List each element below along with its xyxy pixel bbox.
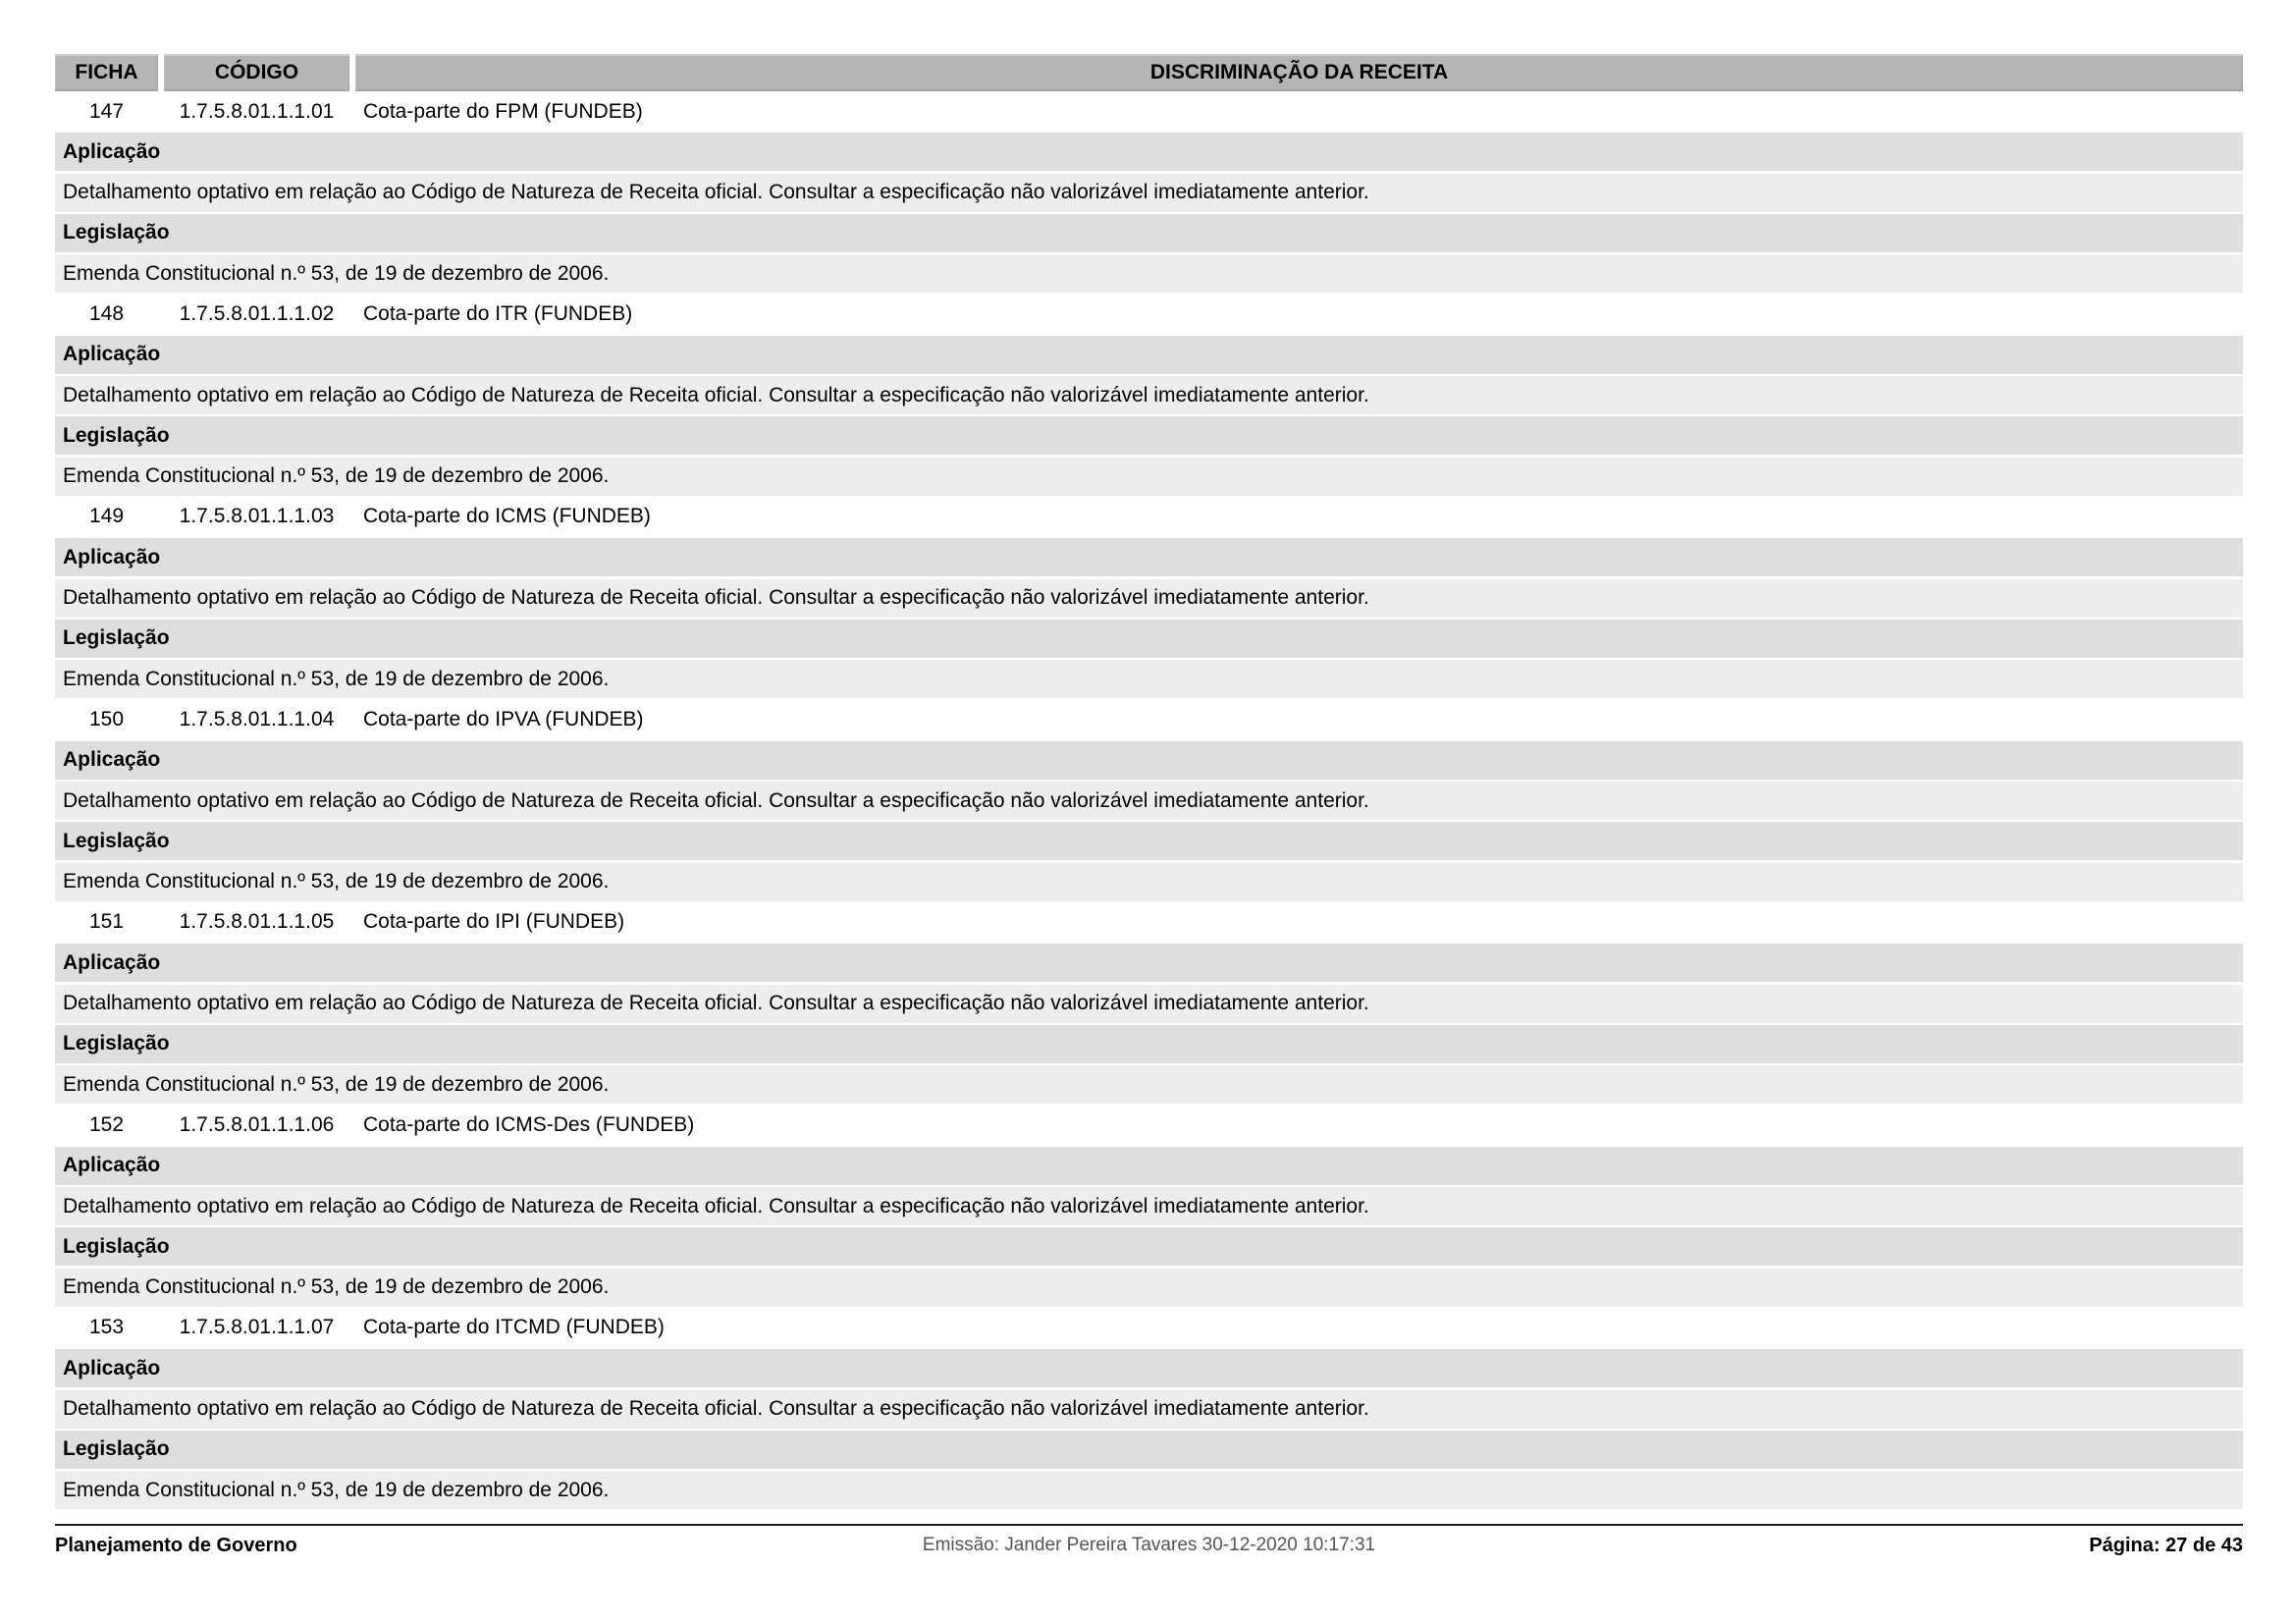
aplicacao-label: Aplicação: [55, 1147, 2243, 1185]
receitas-table: [55, 54, 2243, 1511]
ficha-value: 151: [88, 910, 125, 934]
receita-entry: [55, 903, 2243, 1104]
ficha-value: 153: [88, 1316, 125, 1339]
page-footer: [55, 1524, 2243, 1557]
legislacao-label: Legislação: [55, 1431, 2243, 1469]
legislacao-text: Emenda Constitucional n.º 53, de 19 de dezembro de 2006.: [55, 254, 2243, 293]
aplicacao-text: Detalhamento optativo em relação ao Código de Natureza de Receita oficial. Consultar a especificação não valorizável imediatamente anterior.: [55, 985, 2243, 1023]
aplicacao-text: Detalhamento optativo em relação ao Código de Natureza de Receita oficial. Consultar a especificação não valorizável imediatamente anterior.: [55, 782, 2243, 820]
receita-entry: [55, 700, 2243, 900]
receita-row: [55, 700, 2243, 738]
descricao-value: Cota-parte do IPVA (FUNDEB): [363, 707, 644, 730]
ficha-value: 149: [88, 505, 125, 528]
codigo-value: 1.7.5.8.01.1.1.05: [179, 910, 335, 934]
descricao-value: Cota-parte do ICMS-Des (FUNDEB): [363, 1112, 695, 1136]
receita-row: [55, 498, 2243, 536]
column-header-ficha: FICHA: [55, 54, 158, 91]
legislacao-label: Legislação: [55, 214, 2243, 252]
legislacao-text: Emenda Constitucional n.º 53, de 19 de dezembro de 2006.: [55, 458, 2243, 496]
table-body: [55, 92, 2243, 1509]
column-header-discriminacao: DISCRIMINAÇÃO DA RECEITA: [355, 54, 2243, 91]
descricao-value: Cota-parte do ITR (FUNDEB): [363, 301, 633, 325]
aplicacao-label: Aplicação: [55, 133, 2243, 171]
receita-entry: [55, 1309, 2243, 1509]
ficha-value: 150: [88, 707, 125, 730]
legislacao-label: Legislação: [55, 822, 2243, 860]
receita-entry: [55, 498, 2243, 698]
aplicacao-label: Aplicação: [55, 741, 2243, 780]
receita-entry: [55, 1106, 2243, 1306]
descricao-value: Cota-parte do ITCMD (FUNDEB): [363, 1316, 665, 1339]
codigo-value: 1.7.5.8.01.1.1.01: [179, 99, 335, 123]
ficha-value: 152: [88, 1112, 125, 1136]
legislacao-label: Legislação: [55, 1025, 2243, 1063]
receita-row: [55, 903, 2243, 942]
legislacao-text: Emenda Constitucional n.º 53, de 19 de dezembro de 2006.: [55, 1471, 2243, 1509]
footer-emission-info: Emissão: Jander Pereira Tavares 30-12-2020 10:17:31: [922, 1535, 1376, 1555]
ficha-value: 147: [88, 99, 125, 123]
ficha-value: 148: [88, 301, 125, 325]
descricao-value: Cota-parte do FPM (FUNDEB): [363, 99, 643, 123]
descricao-value: Cota-parte do ICMS (FUNDEB): [363, 505, 651, 528]
receita-entry: [55, 295, 2243, 495]
codigo-value: 1.7.5.8.01.1.1.03: [179, 505, 335, 528]
codigo-value: 1.7.5.8.01.1.1.04: [179, 707, 335, 730]
footer-page-number: Página: 27 de 43: [2089, 1535, 2243, 1556]
aplicacao-text: Detalhamento optativo em relação ao Código de Natureza de Receita oficial. Consultar a especificação não valorizável imediatamente anterior.: [55, 579, 2243, 618]
aplicacao-label: Aplicação: [55, 944, 2243, 982]
legislacao-label: Legislação: [55, 1227, 2243, 1266]
footer-row: [55, 1535, 2243, 1557]
receita-row: [55, 295, 2243, 333]
aplicacao-label: Aplicação: [55, 336, 2243, 374]
column-header-codigo: CÓDIGO: [164, 54, 349, 91]
legislacao-text: Emenda Constitucional n.º 53, de 19 de dezembro de 2006.: [55, 863, 2243, 901]
receita-entry: [55, 92, 2243, 293]
aplicacao-label: Aplicação: [55, 538, 2243, 576]
aplicacao-text: Detalhamento optativo em relação ao Código de Natureza de Receita oficial. Consultar a especificação não valorizável imediatamente anterior.: [55, 1390, 2243, 1429]
descricao-value: Cota-parte do IPI (FUNDEB): [363, 910, 625, 934]
legislacao-label: Legislação: [55, 416, 2243, 455]
legislacao-text: Emenda Constitucional n.º 53, de 19 de dezembro de 2006.: [55, 1065, 2243, 1104]
codigo-value: 1.7.5.8.01.1.1.06: [179, 1112, 335, 1136]
aplicacao-text: Detalhamento optativo em relação ao Código de Natureza de Receita oficial. Consultar a especificação não valorizável imediatamente anterior.: [55, 376, 2243, 414]
legislacao-label: Legislação: [55, 620, 2243, 658]
table-header-row: [55, 54, 2243, 91]
aplicacao-text: Detalhamento optativo em relação ao Código de Natureza de Receita oficial. Consultar a especificação não valorizável imediatamente anterior.: [55, 1187, 2243, 1225]
codigo-value: 1.7.5.8.01.1.1.07: [179, 1316, 335, 1339]
codigo-value: 1.7.5.8.01.1.1.02: [179, 301, 335, 325]
footer-report-title: Planejamento de Governo: [55, 1535, 297, 1556]
receita-row: [55, 1106, 2243, 1144]
receita-row: [55, 1309, 2243, 1347]
legislacao-text: Emenda Constitucional n.º 53, de 19 de dezembro de 2006.: [55, 1269, 2243, 1307]
receita-row: [55, 92, 2243, 131]
aplicacao-text: Detalhamento optativo em relação ao Código de Natureza de Receita oficial. Consultar a especificação não valorizável imediatamente anterior.: [55, 174, 2243, 212]
legislacao-text: Emenda Constitucional n.º 53, de 19 de dezembro de 2006.: [55, 660, 2243, 698]
aplicacao-label: Aplicação: [55, 1349, 2243, 1387]
